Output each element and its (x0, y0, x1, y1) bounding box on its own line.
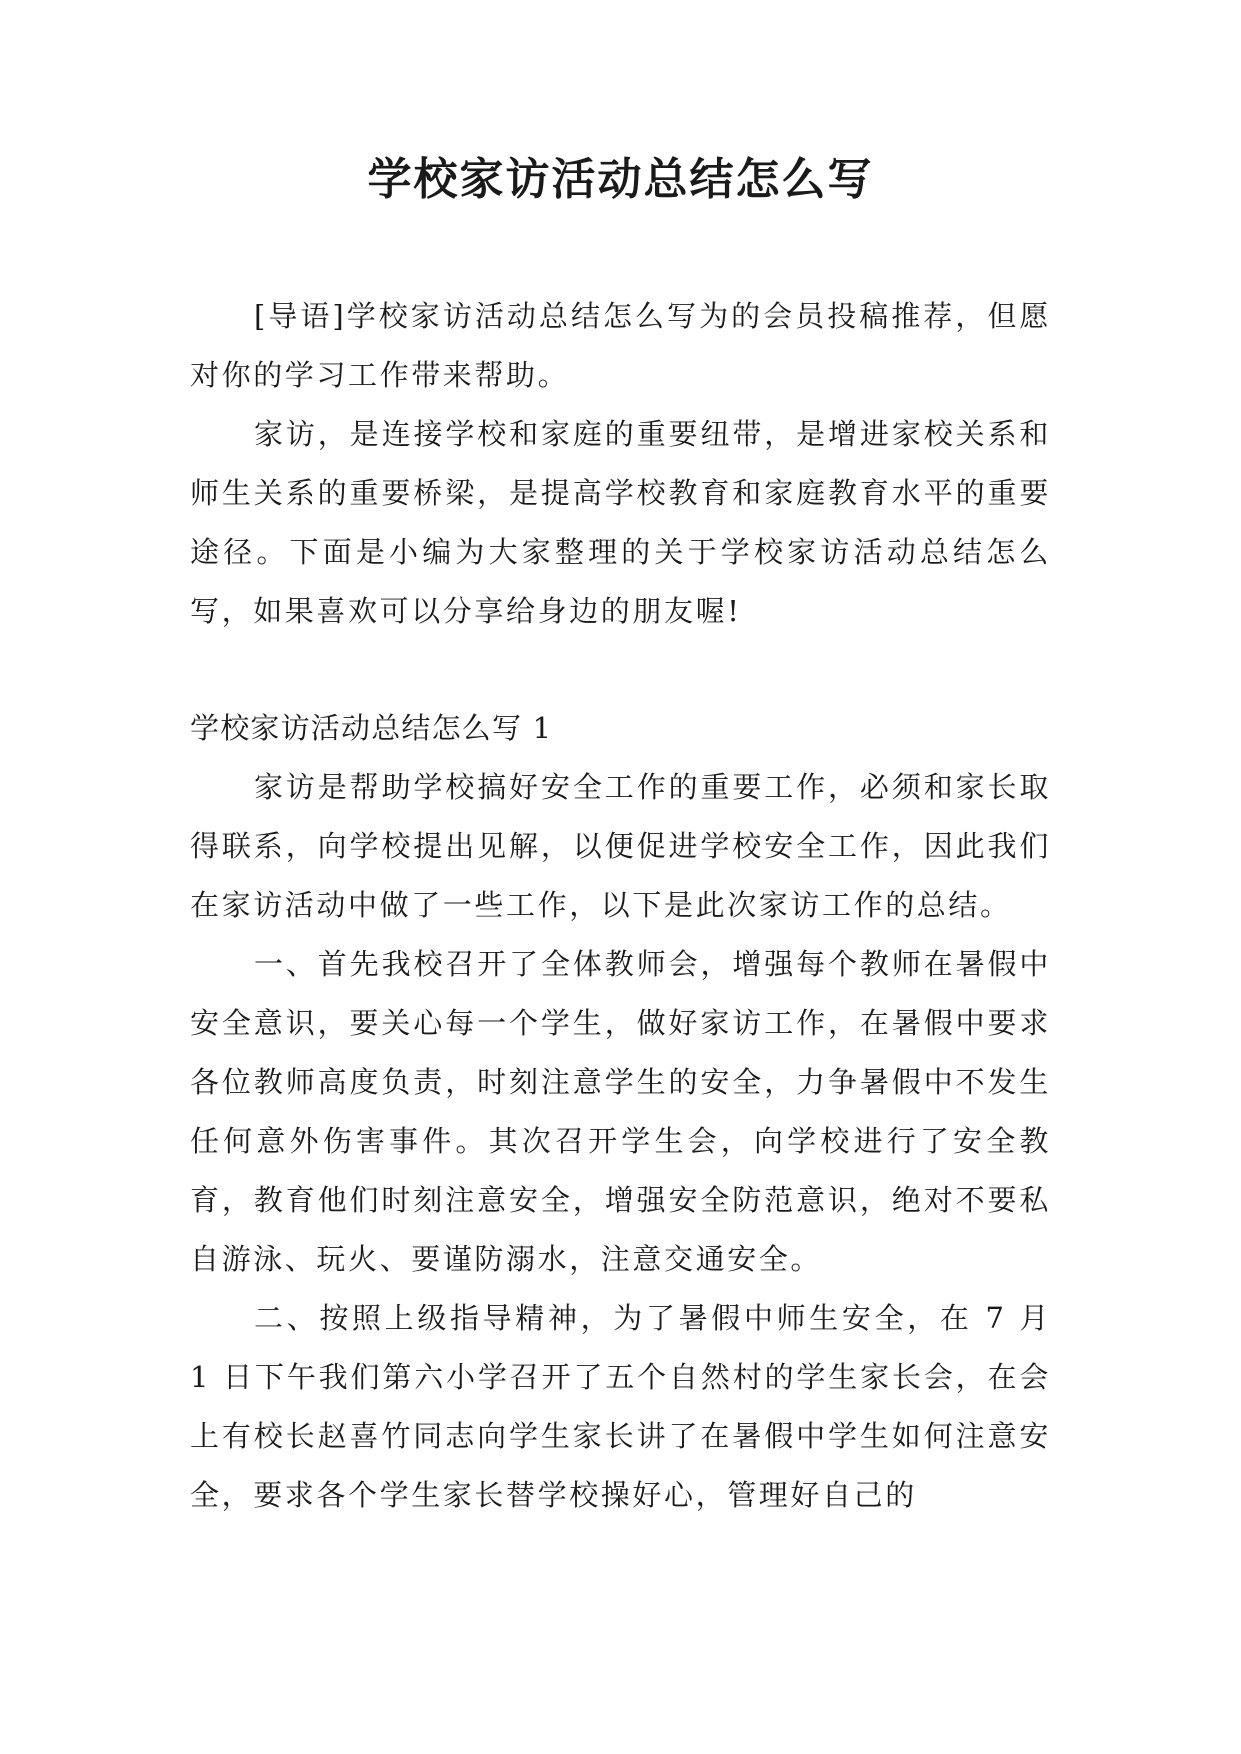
section-spacer (190, 641, 1051, 699)
section-paragraph-3: 二、按照上级指导精神，为了暑假中师生安全，在 7 月 1 日下午我们第六小学召开了五个自然村的学生家长会，在会上有校长赵喜竹同志向学生家长讲了在暑假中学生如何注意安全，要求各个学生家长替学校操好心，管理好自己的 (190, 1301, 1051, 1512)
section-paragraph-2: 一、首先我校召开了全体教师会，增强每个教师在暑假中安全意识，要关心每一个学生，做好家访工作，在暑假中要求各位教师高度负责，时刻注意学生的安全，力争暑假中不发生任何意外伤害事件。其次召开学生会，向学校进行了安全教育，教育他们时刻注意安全，增强安全防范意识，绝对不要私自游泳、玩火、要谨防溺水，注意交通安全。 (190, 947, 1051, 1276)
intro-paragraph: [导语]学校家访活动总结怎么写为的会员投稿推荐，但愿对你的学习工作带来帮助。 (190, 299, 1051, 392)
section-heading: 学校家访活动总结怎么写 1 (190, 711, 553, 745)
document-body (190, 287, 1051, 1525)
section-paragraph-1: 家访是帮助学校搞好安全工作的重要工作，必须和家长取得联系，向学校提出见解，以便促进学校安全工作，因此我们在家访活动中做了一些工作，以下是此次家访工作的总结。 (190, 770, 1051, 922)
document-title: 学校家访活动总结怎么写 (367, 154, 874, 205)
overview-paragraph: 家访，是连接学校和家庭的重要纽带，是增进家校关系和师生关系的重要桥梁，是提高学校教育和家庭教育水平的重要途径。下面是小编为大家整理的关于学校家访活动总结怎么写，如果喜欢可以分享给身边的朋友喔! (190, 417, 1051, 628)
